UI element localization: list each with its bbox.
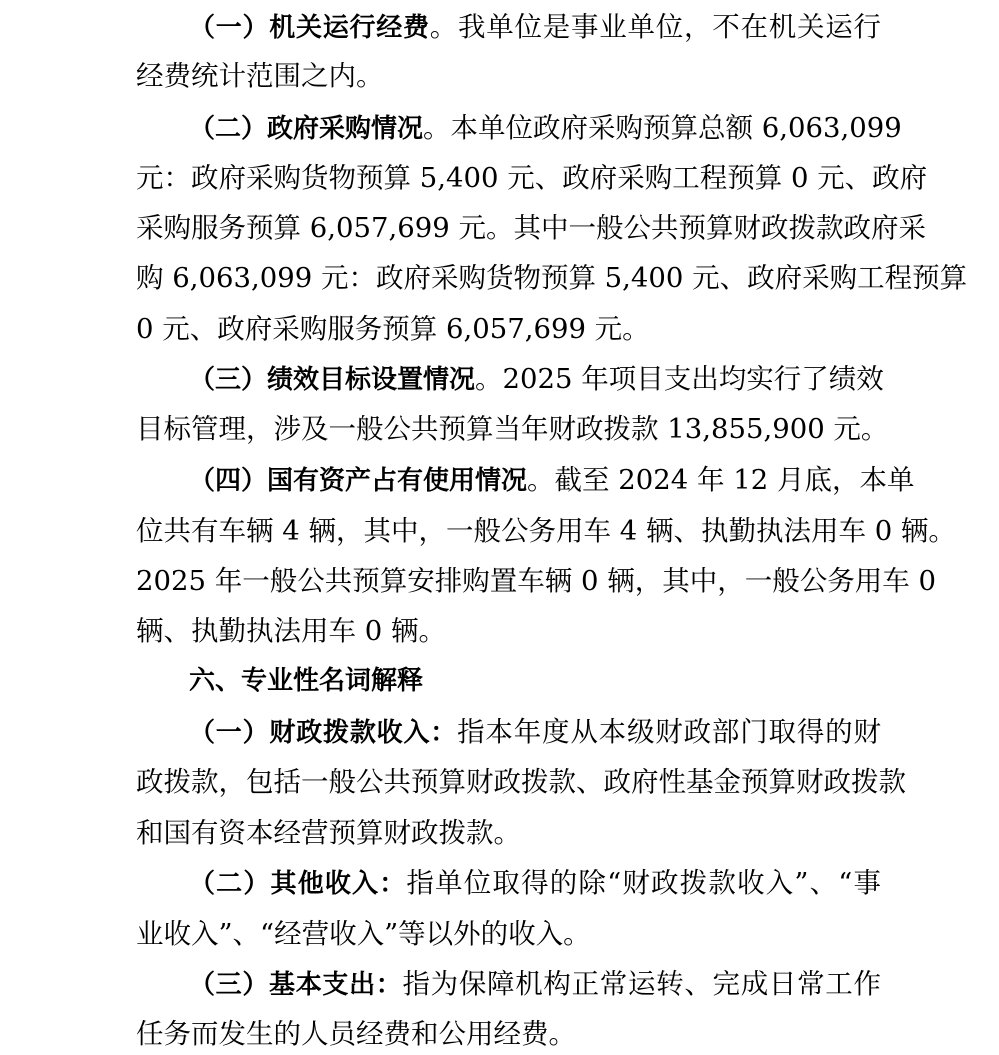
para-line: 元：政府采购货物预算 5,400 元、政府采购工程预算 0 元、政府 [136,162,928,194]
para-line: 购 6,063,099 元：政府采购货物预算 5,400 元、政府采购工程预算 [136,262,968,294]
section-heading: 六、专业性名词解释 [189,666,424,696]
para-lead: （三）绩效目标设置情况 [189,365,476,395]
para-line: 2025 年一般公共预算安排购置车辆 0 辆，其中，一般公务用车 0 [136,565,936,597]
para-lead: （一）财政拨款收入： [189,718,458,748]
para-line: 0 元、政府采购服务预算 6,057,699 元。 [136,313,650,345]
para-lead: （四）国有资产占有使用情况 [189,466,528,496]
para-line [189,459,915,501]
para-line: 辆、执勤执法用车 0 辆。 [136,615,446,647]
para-lead: （二）政府采购情况 [189,114,424,144]
para-text: 。截至 2024 年 12 月底，本单 [527,464,915,496]
para-line: 政拨款，包括一般公共预算财政拨款、政府性基金预算财政拨款 [136,766,906,798]
para-line [189,6,881,48]
para-line [189,358,884,400]
para-text: 指单位取得的除“财政拨款收入”、“事 [406,867,881,899]
para-line [189,862,881,904]
para-line: 采购服务预算 6,057,699 元。其中一般公共预算财政拨款政府采 [136,212,926,244]
para-line: 任务而发生的人员经费和公用经费。 [136,1018,576,1050]
para-lead: （二）其他收入： [189,869,407,899]
para-text: 指为保障机构正常运转、完成日常工作 [402,968,881,1000]
para-line: 经费统计范围之内。 [136,60,384,92]
para-lead: （一）机关运行经费 [189,13,430,43]
para-line: 和国有资本经营预算财政拨款。 [136,817,521,849]
para-line: 位共有车辆 4 辆，其中，一般公务用车 4 辆、执勤执法用车 0 辆。 [136,515,956,547]
para-lead: （三）基本支出： [189,970,403,1000]
para-text: 。2025 年项目支出均实行了绩效 [475,363,884,395]
para-line [189,711,881,753]
para-text: 。本单位政府采购预算总额 6,063,099 [423,112,902,144]
para-line [189,963,881,1005]
para-line: 目标管理，涉及一般公共预算当年财政拨款 13,855,900 元。 [136,413,889,445]
para-line: 业收入”、“经营收入”等以外的收入。 [136,918,591,950]
para-text: 指本年度从本级财政部门取得的财 [457,716,881,748]
para-line [189,107,902,149]
para-text: 。我单位是事业单位，不在机关运行 [429,11,881,43]
